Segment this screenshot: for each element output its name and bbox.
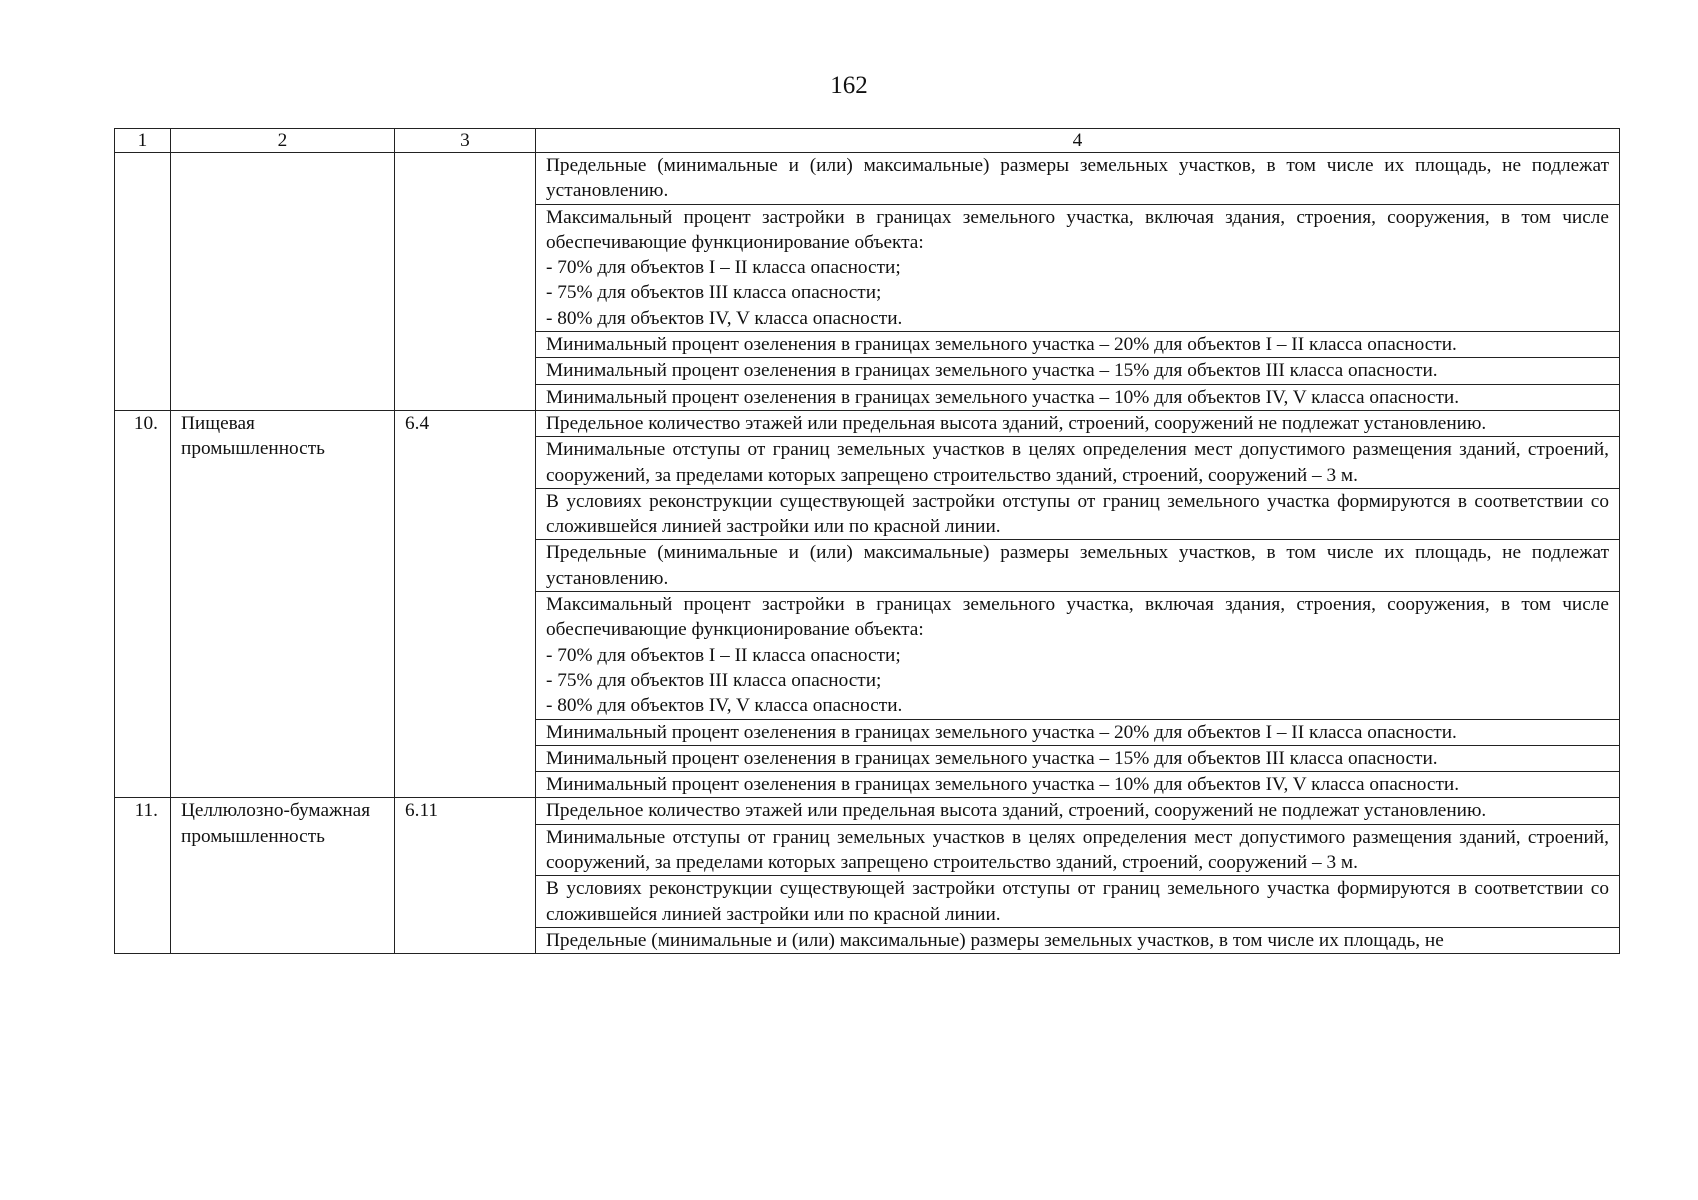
requirement-text: Минимальный процент озеленения в границах земельного участка – 15% для объектов III класса опасности. bbox=[546, 360, 1438, 382]
requirement-text: Предельное количество этажей или предельная высота зданий, строений, сооружений не подлежат установлению. bbox=[546, 800, 1487, 822]
requirement-text: Минимальные отступы от границ земельных участков в целях определения мест допустимого размещения зданий, строений, сооружений, за пределами которых запрещено строительство зданий, строений, сооружений – 3 м. bbox=[546, 826, 1609, 874]
regulations-table bbox=[114, 128, 1620, 954]
table-row bbox=[115, 153, 1620, 205]
requirement-text: Предельные (минимальные и (или) максимальные) размеры земельных участков, в том числе их площадь, не подлежат установлению. bbox=[546, 155, 1609, 202]
requirement-cell bbox=[536, 358, 1620, 384]
requirement-cell bbox=[536, 824, 1620, 876]
requirement-text: - 75% для объектов III класса опасности; bbox=[546, 669, 882, 691]
row-code bbox=[395, 153, 536, 411]
requirement-cell bbox=[536, 488, 1620, 540]
table-row bbox=[115, 410, 1620, 436]
requirement-cell bbox=[536, 153, 1620, 205]
requirement-text: В условиях реконструкции существующей застройки отступы от границ земельного участка формируются в соответствии со сложившейся линией застройки или по красной линии. bbox=[546, 490, 1609, 538]
table-header-row bbox=[115, 129, 1620, 153]
header-col-1: 1 bbox=[115, 129, 171, 153]
row-code: 6.4 bbox=[395, 410, 536, 797]
requirement-cell bbox=[536, 384, 1620, 410]
row-number bbox=[115, 153, 171, 411]
header-col-3: 3 bbox=[395, 129, 536, 153]
requirement-text: - 75% для объектов III класса опасности; bbox=[546, 282, 882, 304]
requirement-text: Максимальный процент застройки в границах земельного участка, включая здания, строения, сооружения, в том числе обеспечивающие функционирование объекта: bbox=[546, 206, 1609, 253]
row-name bbox=[171, 153, 395, 411]
requirement-text: Предельное количество этажей или предельная высота зданий, строений, сооружений не подлежат установлению. bbox=[546, 412, 1487, 434]
requirement-text: Минимальные отступы от границ земельных участков в целях определения мест допустимого размещения зданий, строений, сооружений, за пределами которых запрещено строительство зданий, строений, сооружений – 3 м. bbox=[546, 439, 1609, 486]
requirement-cell bbox=[536, 540, 1620, 592]
requirement-text: Предельные (минимальные и (или) максимальные) размеры земельных участков, в том числе их площадь, не подлежат установлению. bbox=[546, 542, 1609, 589]
page-number: 162 bbox=[830, 72, 868, 99]
requirement-cell bbox=[536, 332, 1620, 358]
requirement-text: Минимальный процент озеленения в границах земельного участка – 20% для объектов I – II класса опасности. bbox=[546, 334, 1457, 356]
requirement-cell bbox=[536, 772, 1620, 798]
row-name: Целлюлозно-бумажная промышленность bbox=[171, 798, 395, 954]
requirement-cell bbox=[536, 719, 1620, 745]
requirement-text: - 80% для объектов IV, V класса опасности. bbox=[546, 695, 903, 717]
requirement-cell bbox=[536, 592, 1620, 719]
row-code: 6.11 bbox=[395, 798, 536, 954]
header-col-4: 4 bbox=[536, 129, 1620, 153]
requirement-text: Минимальный процент озеленения в границах земельного участка – 20% для объектов I – II класса опасности. bbox=[546, 721, 1457, 743]
requirement-text: Минимальный процент озеленения в границах земельного участка – 10% для объектов IV, V класса опасности. bbox=[546, 774, 1460, 796]
requirement-cell bbox=[536, 204, 1620, 331]
requirement-text: Минимальный процент озеленения в границах земельного участка – 10% для объектов IV, V класса опасности. bbox=[546, 386, 1460, 408]
requirement-cell bbox=[536, 927, 1620, 953]
requirement-text: В условиях реконструкции существующей застройки отступы от границ земельного участка формируются в соответствии со сложившейся линией застройки или по красной линии. bbox=[546, 878, 1609, 925]
requirement-text: Минимальный процент озеленения в границах земельного участка – 15% для объектов III класса опасности. bbox=[546, 747, 1438, 769]
requirement-cell bbox=[536, 876, 1620, 928]
requirement-cell bbox=[536, 745, 1620, 771]
row-number: 11. bbox=[115, 798, 171, 954]
requirement-text: - 80% для объектов IV, V класса опасности. bbox=[546, 307, 903, 329]
requirement-text: - 70% для объектов I – II класса опасности; bbox=[546, 644, 901, 666]
table-row bbox=[115, 798, 1620, 824]
requirement-cell bbox=[536, 437, 1620, 489]
requirement-cell bbox=[536, 798, 1620, 824]
requirement-text: Максимальный процент застройки в границах земельного участка, включая здания, строения, сооружения, в том числе обеспечивающие функционирование объекта: bbox=[546, 594, 1609, 641]
requirement-cell bbox=[536, 410, 1620, 436]
row-name: Пищевая промышленность bbox=[171, 410, 395, 797]
row-number: 10. bbox=[115, 410, 171, 797]
requirement-text: Предельные (минимальные и (или) максимальные) размеры земельных участков, в том числе их площадь, не bbox=[546, 929, 1444, 951]
requirement-text: - 70% для объектов I – II класса опасности; bbox=[546, 257, 901, 279]
header-col-2: 2 bbox=[171, 129, 395, 153]
